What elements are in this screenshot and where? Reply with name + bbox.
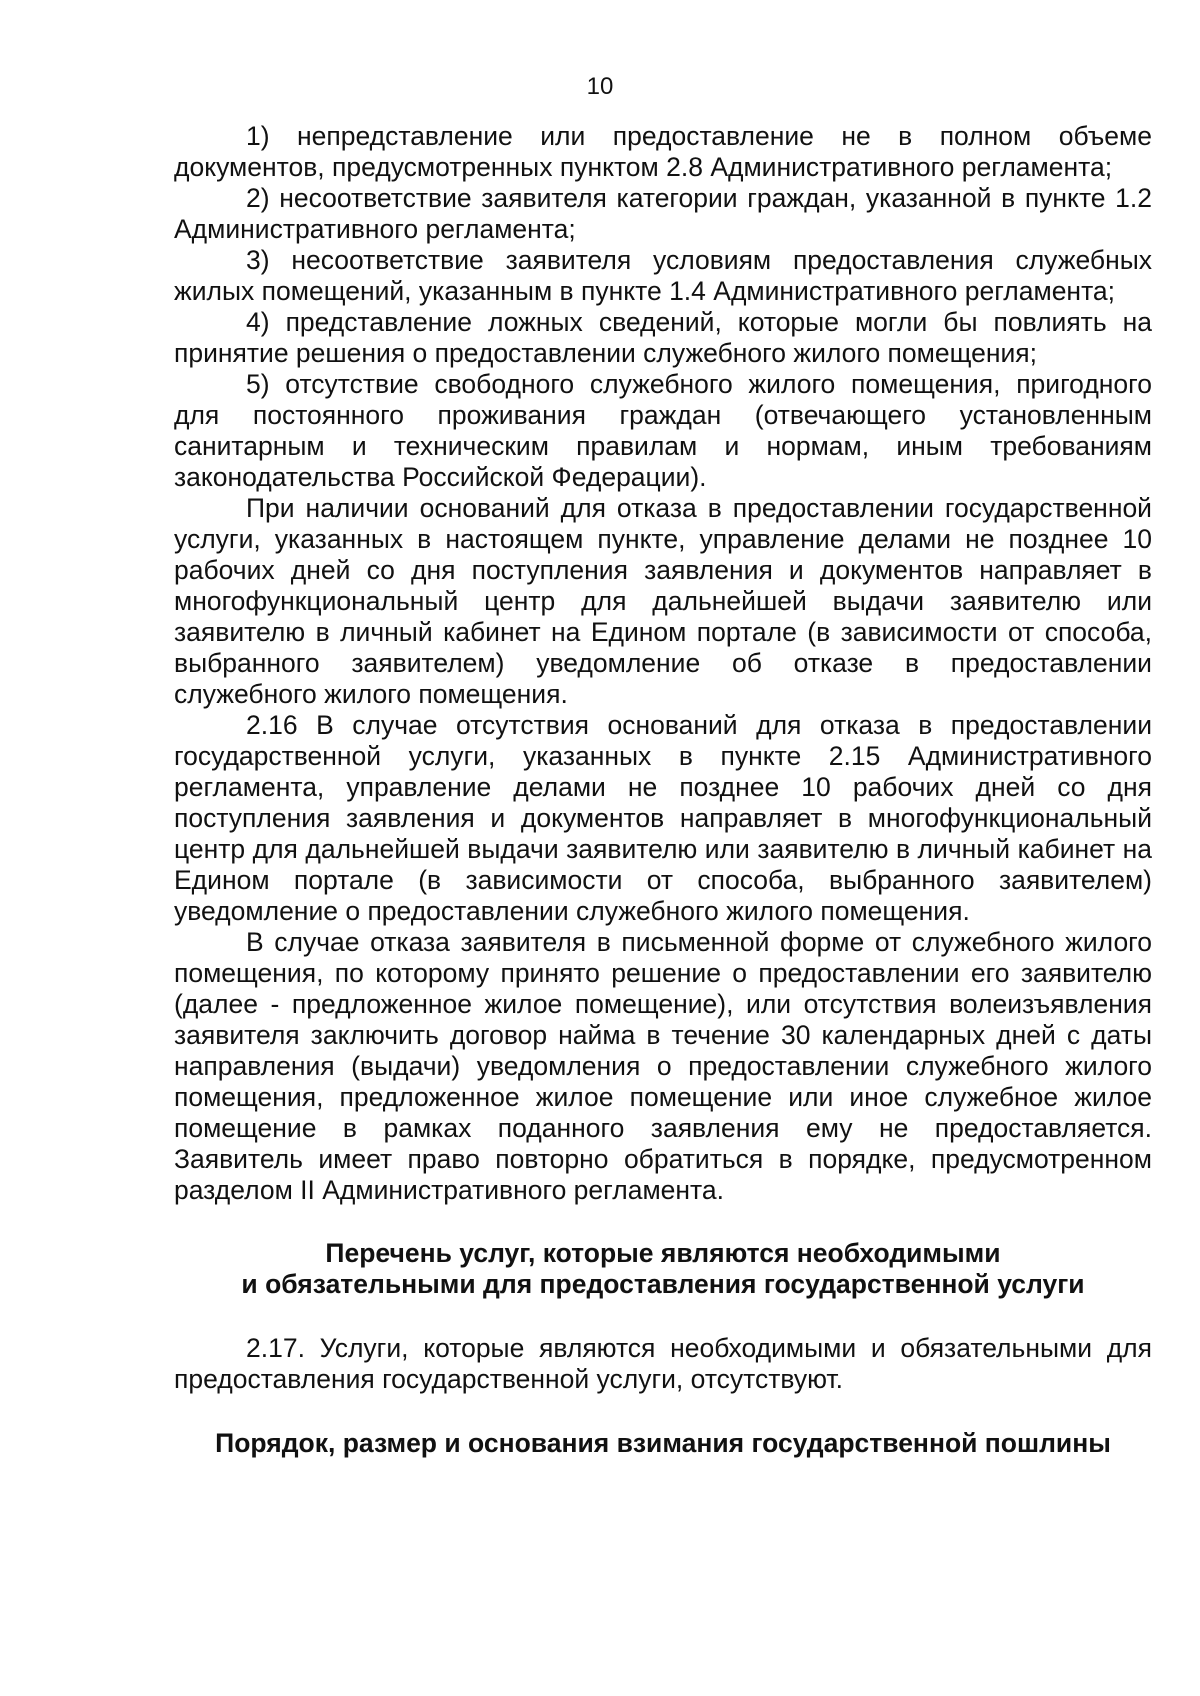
paragraph-applicant-refusal: В случае отказа заявителя в письменной форме от служебного жилого помещения, по которому принято решение о предоставлении его заявителю (далее - предложенное жилое помещение), или отсутствия волеизъявления заявителя заключить договор найма в течение 30 календарных дней с даты направления (выдачи) уведомления о предоставлении служебного жилого помещения, предложенное жилое помещение или иное служебное жилое помещение в рамках поданного заявления ему не предоставляется. Заявитель имеет право повторно обратиться в порядке, предусмотренном разделом II Административного регламента. — [174, 927, 1152, 1205]
paragraph-2-17: 2.17. Услуги, которые являются необходимыми и обязательными для предоставления государственной услуги, отсутствуют. — [174, 1333, 1152, 1394]
paragraph-2-16: 2.16 В случае отсутствия оснований для отказа в предоставлении государственной услуги, указанных в пункте 2.15 Административного регламента, управление делами не позднее 10 рабочих дней со дня поступления заявления и документов направляет в многофункциональный центр для дальнейшей выдачи заявителю или заявителю в личный кабинет на Едином портале (в зависимости от способа, выбранного заявителем) уведомление о предоставлении служебного жилого помещения. — [174, 710, 1152, 926]
heading-line-1: Перечень услуг, которые являются необходимыми — [325, 1238, 1001, 1268]
paragraph-item-3: 3) несоответствие заявителя условиям предоставления служебных жилых помещений, указанным в пункте 1.4 Административного регламента; — [174, 245, 1152, 306]
section-heading-state-fee: Порядок, размер и основания взимания государственной пошлины — [215, 1428, 1111, 1458]
paragraph-item-1: 1) непредставление или предоставление не в полном объеме документов, предусмотренных пунктом 2.8 Административного регламента; — [174, 121, 1152, 182]
heading-line-2: и обязательными для предоставления государственной услуги — [241, 1269, 1085, 1299]
paragraph-item-5: 5) отсутствие свободного служебного жилого помещения, пригодного для постоянного проживания граждан (отвечающего установленным санитарным и техническим правилам и нормам, иным требованиям законодательства Российской Федерации). — [174, 369, 1152, 492]
paragraph-item-2: 2) несоответствие заявителя категории граждан, указанной в пункте 1.2 Административного регламента; — [174, 183, 1152, 244]
paragraph-refusal-notice: При наличии оснований для отказа в предоставлении государственной услуги, указанных в настоящем пункте, управление делами не позднее 10 рабочих дней со дня поступления заявления и документов направляет в многофункциональный центр для дальнейшей выдачи заявителю или заявителю в личный кабинет на Едином портале (в зависимости от способа, выбранного заявителем) уведомление об отказе в предоставлении служебного жилого помещения. — [174, 493, 1152, 709]
paragraph-item-4: 4) представление ложных сведений, которые могли бы повлиять на принятие решения о предоставлении служебного жилого помещения; — [174, 307, 1152, 368]
document-body — [174, 121, 1152, 1459]
page-number: 10 — [586, 73, 614, 100]
section-heading-required-services — [174, 1238, 1152, 1300]
